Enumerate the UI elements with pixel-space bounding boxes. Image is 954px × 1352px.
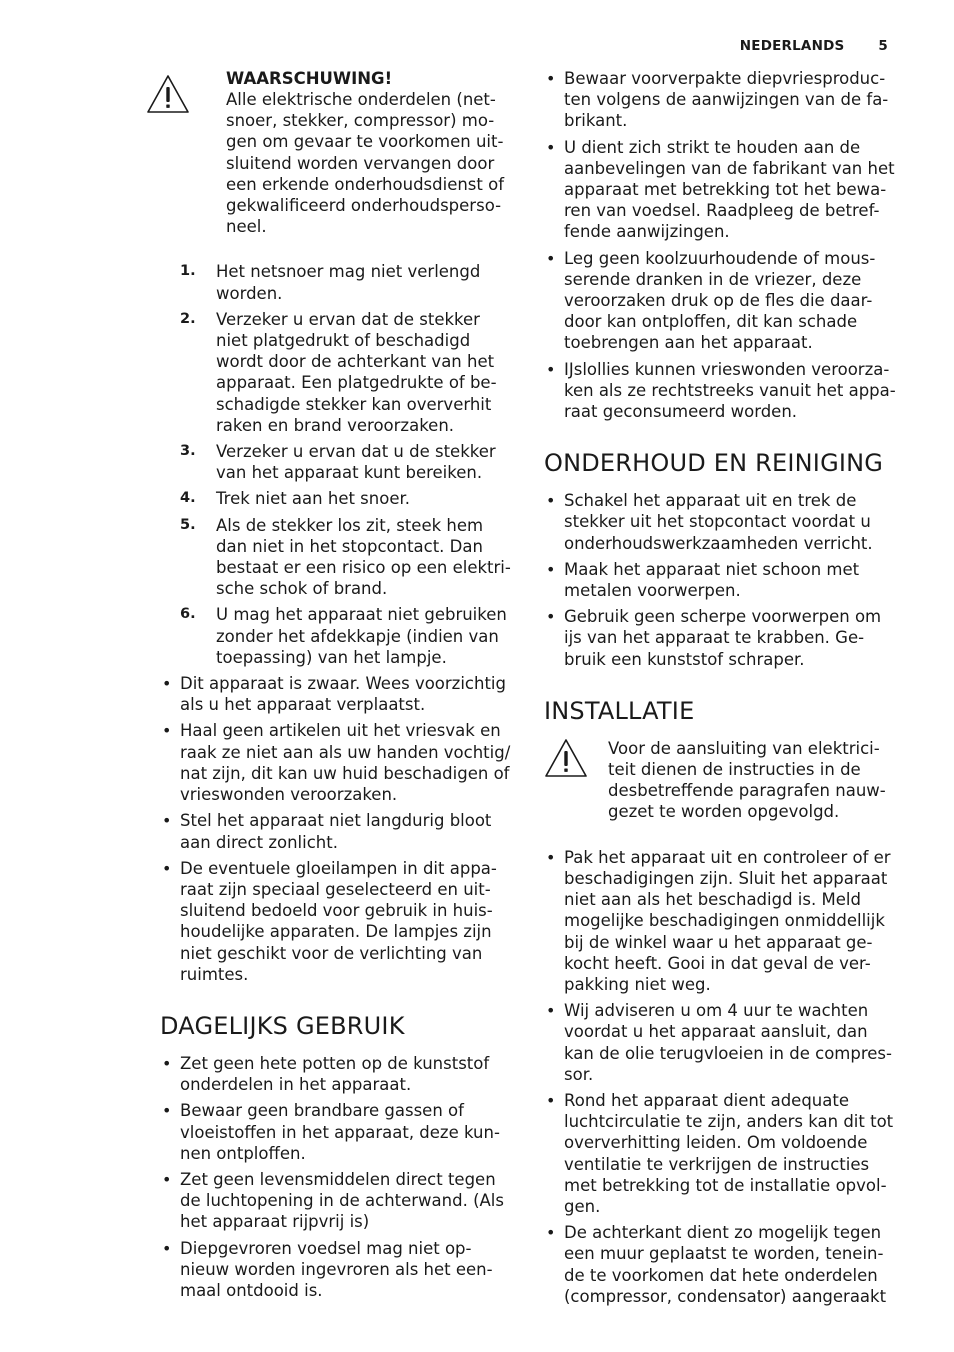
list-item: • Stel het apparaat niet langdurig bloot aan direct zonlicht. [160,810,512,852]
page-header [740,38,888,54]
section-heading-daily-use: DAGELIJKS GEBRUIK [160,1011,405,1040]
item-text: Als de stekker los zit, steek hem dan niet in het stopcontact. Dan bestaat er een risico op een elektri-sche schok of brand. [216,515,511,599]
list-item: • Haal geen artikelen uit het vriesvak en raak ze niet aan als uw handen vochtig/ nat zijn, dit kan uw huid beschadigen of vrieswonden veroorzaken. [160,720,512,805]
numbered-list [160,261,512,668]
warning-text: Alle elektrische onderdelen (net-snoer, stekker, compressor) mo-gen om gevaar te voorkomen uit-sluitend worden vervangen door een erkende onderhoudsdienst of gekwalificeerd onderhoudsperso-neel. [226,90,505,237]
warning-triangle-icon [146,74,190,114]
item-number: 5. [180,516,196,533]
list-item: • IJslollies kunnen vrieswonden veroorza-ken als ze rechtstreeks vanuit het appa-raat geconsumeerd worden. [544,359,896,423]
list-item: • Bewaar geen brandbare gassen of vloeistoffen in het apparaat, deze kun-nen ontploffen. [160,1100,512,1164]
list-item [160,309,512,436]
list-item: • Pak het apparaat uit en controleer of er beschadigingen zijn. Sluit het apparaat niet aan als het beschadigd is. Meld mogelijke beschadigingen onmiddellijk bij de winkel waar u het apparaat ge-kocht heeft. Gooi in dat geval de ver-pakking niet weg. [544,847,896,995]
section-heading-maintenance: ONDERHOUD EN REINIGING [544,449,884,478]
item-number: 3. [180,443,196,460]
list-item [160,515,512,600]
list-item: • Zet geen hete potten op de kunststof onderdelen in het apparaat. [160,1053,512,1095]
list-item: • Dit apparaat is zwaar. Wees voorzichtig als u het apparaat verplaatst. [160,673,512,715]
warning-text: Voor de aansluiting van elektrici-teit dienen de instructies in de desbetreffende paragrafen nauw-gezet te worden opgevolgd. [608,738,886,822]
item-number: 6. [180,606,196,623]
item-text: Verzeker u ervan dat u de stekker van het apparaat kunt bereiken. [216,442,496,483]
item-number: 4. [180,490,196,507]
page-number: 5 [878,38,888,54]
item-number: 2. [180,310,196,327]
language-label: NEDERLANDS [739,38,845,54]
list-item: • Diepgevroren voedsel mag niet op-nieuw worden ingevroren als het een-maal ontdooid is. [160,1238,512,1302]
list-item [160,488,512,509]
list-item: • Wij adviseren u om 4 uur te wachten voordat u het apparaat aansluit, dan kan de olie terugvloeien in de compres-sor. [544,1000,896,1085]
list-item [160,261,512,303]
item-text: Het netsnoer mag niet verlengd worden. [216,262,481,303]
list-item: • Gebruik geen scherpe voorwerpen om ijs van het apparaat te krabben. Ge-bruik een kunststof schraper. [544,606,896,670]
warning-title: WAARSCHUWING! [226,69,393,88]
list-item: • Bewaar voorverpakte diepvriesproduc-ten volgens de aanwijzingen van de fa-brikant. [544,68,896,132]
list-item: • Leg geen koolzuurhoudende of mous-serende dranken in de vriezer, deze veroorzaken druk op de fles die daar-door kan ontploffen, dit kan schade toebrengen aan het apparaat. [544,248,896,354]
list-item: • De eventuele gloeilampen in dit appa-raat zijn speciaal geselecteerd en uit-sluitend bedoeld voor gebruik in huis-houdelijke apparaten. De lampjes zijn niet geschikt voor de verlichting van ruimtes. [160,858,512,985]
warning-block [160,68,512,237]
right-column [544,68,896,1312]
bullet-list [160,673,512,985]
list-item: • Zet geen levensmiddelen direct tegen de luchtopening in de achterwand. (Als het apparaat rijpvrij is) [160,1169,512,1233]
section-heading-installation: INSTALLATIE [544,696,695,725]
installation-warning [544,738,896,823]
list-item: • Rond het apparaat dient adequate luchtcirculatie te zijn, anders kan dit tot oververhitting leiden. Om voldoende ventilatie te verkrijgen de instructies met betrekking tot de installatie opvol-gen. [544,1090,896,1217]
item-text: Trek niet aan het snoer. [216,489,410,509]
item-text: U mag het apparaat niet gebruiken zonder het afdekkapje (indien van toepassing) van het lampje. [216,605,507,667]
item-text: Verzeker u ervan dat de stekker niet platgedrukt of beschadigd wordt door de achterkant van het apparaat. Een platgedrukte of be-schadigde stekker kan oververhit raken en brand veroorzaken. [216,309,497,435]
list-item: • U dient zich strikt te houden aan de aanbevelingen van de fabrikant van het apparaat met betrekking tot het bewa-ren van voedsel. Raadpleeg de betref-fende aanwijzingen. [544,137,896,243]
installation-list [544,847,896,1307]
list-item: • Schakel het apparaat uit en trek de stekker uit het stopcontact voordat u onderhoudswerkzaamheden verricht. [544,490,896,554]
daily-use-list [160,1053,512,1301]
maintenance-list [544,490,896,670]
warning-triangle-icon [544,738,588,778]
left-column [160,68,512,1306]
list-item [160,441,512,483]
list-item: • Maak het apparaat niet schoon met metalen voorwerpen. [544,559,896,601]
item-number: 1. [180,263,196,280]
storage-list [544,68,896,422]
list-item: • De achterkant dient zo mogelijk tegen een muur geplaatst te worden, tenein-de te voorkomen dat hete onderdelen (compressor, condensator) aangeraakt [544,1222,896,1307]
list-item [160,604,512,668]
